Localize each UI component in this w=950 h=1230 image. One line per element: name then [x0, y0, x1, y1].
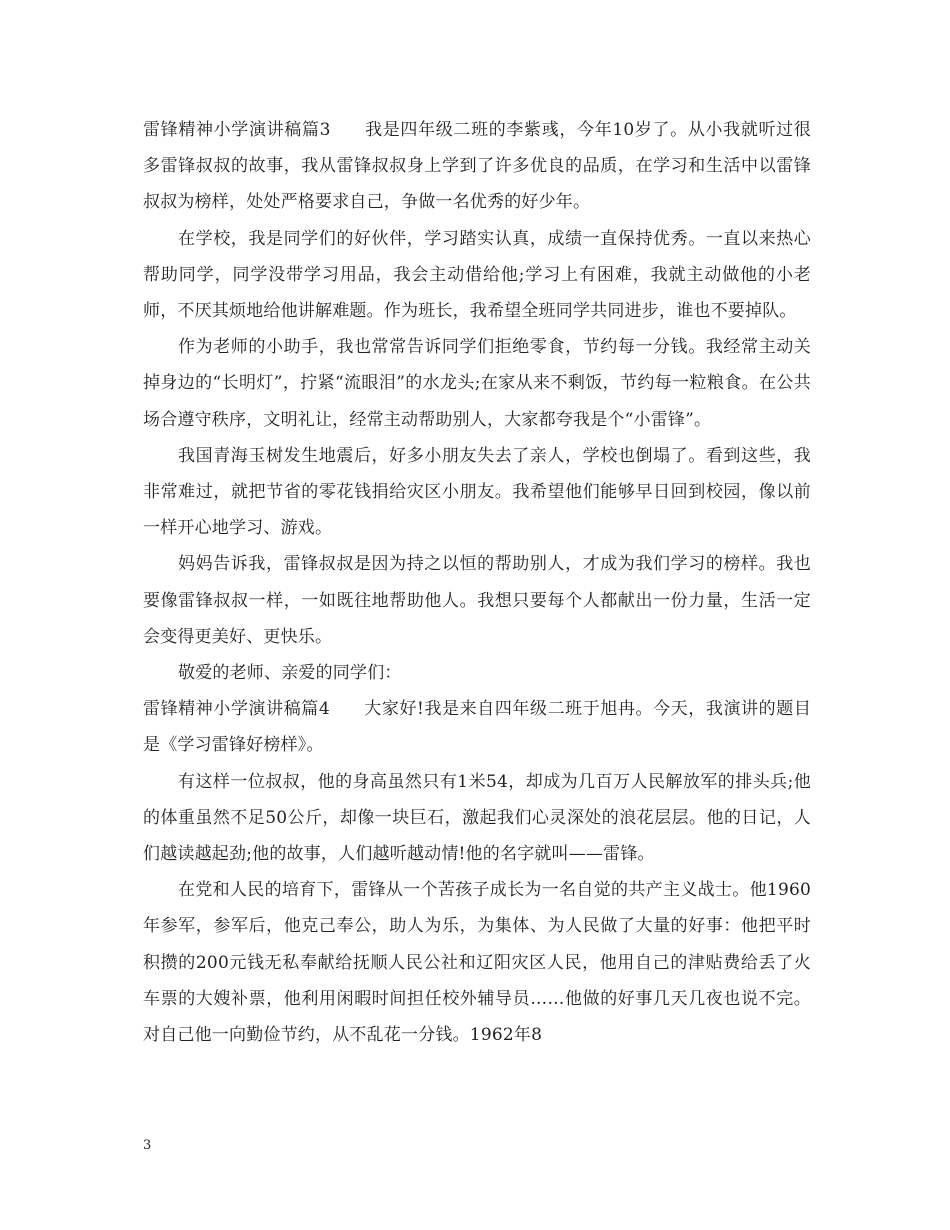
- salutation: 敬爱的老师、亲爱的同学们：: [178, 663, 402, 684]
- section-4-opening-paragraph: [143, 691, 811, 763]
- section-3-opening-paragraph: [143, 112, 811, 221]
- section-4-intro: 大家好!我是来自四年级二班于旭冉。今天，我演讲的题目是《学习雷锋好榜样》。: [143, 699, 812, 756]
- body-paragraph: 我国青海玉树发生地震后，好多小朋友失去了亲人，学校也倒塌了。看到这些，我非常难过，就把节省的零花钱捐给灾区小朋友。我希望他们能够早日回到校园，像以前一样开心地学习、游戏。: [143, 445, 811, 539]
- document-body: [143, 112, 811, 1053]
- section-3-heading: 雷锋精神小学演讲稿篇3: [143, 120, 331, 140]
- body-paragraph: 有这样一位叔叔，他的身高虽然只有1米54，却成为几百万人民解放军的排头兵;他的体重虽然不足50公斤，却像一块巨石，激起我们心灵深处的浪花层层。他的日记，人们越读越起劲;他的故事，人们越听越动情!他的名字就叫——雷锋。: [143, 771, 811, 865]
- body-paragraph: 作为老师的小助手，我也常常告诉同学们拒绝零食，节约每一分钱。我经常主动关掉身边的“长明灯”，拧紧“流眼泪”的水龙头;在家从来不剩饭，节约每一粒粮食。在公共场合遵守秩序，文明礼让，经常主动帮助别人，大家都夸我是个“小雷锋”。: [143, 337, 811, 430]
- section-3-intro: 我是四年级二班的李紫彧，今年10岁了。从小我就听过很多雷锋叔叔的故事，我从雷锋叔叔身上学到了许多优良的品质，在学习和生活中以雷锋叔叔为榜样，处处严格要求自己，争做一名优秀的好少年。: [143, 120, 812, 213]
- body-paragraph: 妈妈告诉我，雷锋叔叔是因为持之以恒的帮助别人，才成为我们学习的榜样。我也要像雷锋叔叔一样，一如既往地帮助他人。我想只要每个人都献出一份力量，生活一定会变得更美好、更快乐。: [143, 554, 811, 647]
- section-4-heading: 雷锋精神小学演讲稿篇4: [143, 699, 330, 720]
- page-number: 3: [143, 1138, 152, 1153]
- body-paragraph: 在学校，我是同学们的好伙伴，学习踏实认真，成绩一直保持优秀。一直以来热心帮助同学，同学没带学习用品，我会主动借给他;学习上有困难，我就主动做他的小老师，不厌其烦地给他讲解难题。作为班长，我希望全班同学共同进步，谁也不要掉队。: [143, 228, 811, 322]
- body-paragraph: 在党和人民的培育下，雷锋从一个苦孩子成长为一名自觉的共产主义战士。他1960年参军，参军后，他克己奉公，助人为乐，为集体、为人民做了大量的好事：他把平时积攒的200元钱无私奉献给抚顺人民公社和辽阳灾区人民，他用自己的津贴费给丢了火车票的大嫂补票，他利用闲暇时间担任校外辅导员……他做的好事几天几夜也说不完。对自己他一向勤俭节约，从不乱花一分钱。1962年8: [143, 880, 811, 1046]
